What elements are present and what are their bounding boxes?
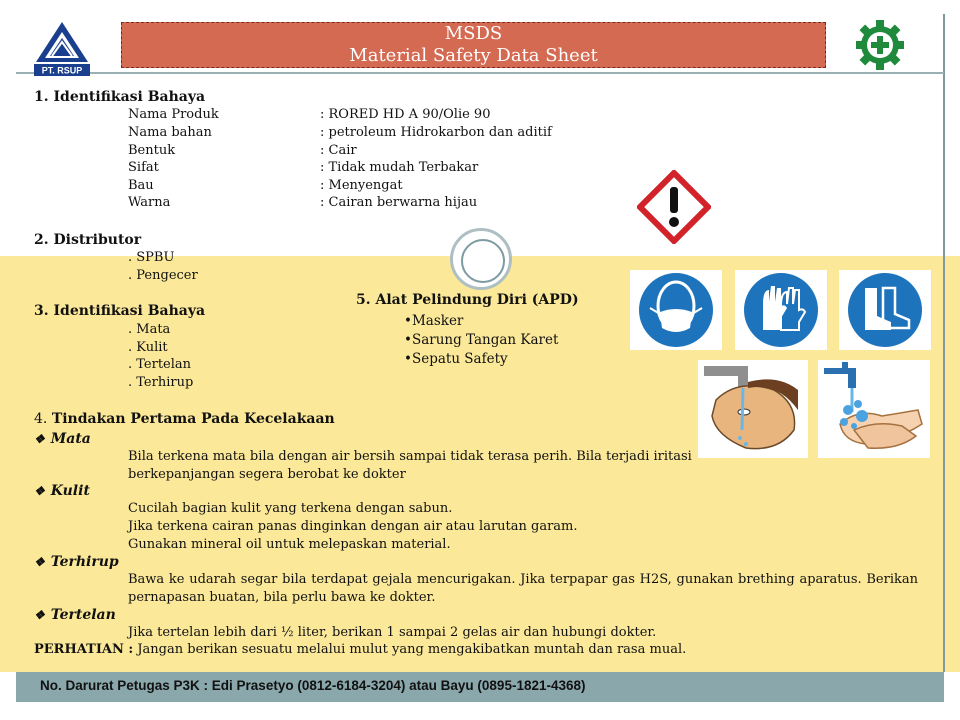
apd-item: •Sepatu Safety [404,351,508,367]
list-item: . SPBU [128,250,175,265]
frame-border [943,14,945,672]
diamond-bullet-icon: ❖ [34,484,45,498]
row-label: Warna [128,195,171,210]
row-value: : petroleum Hidrokarbon dan aditif [320,125,552,140]
paragraph-terhirup: Bawa ke udarah segar bila terdapat gejala mencurigakan. Jika terpapar gas H2S, gunakan brething aparatus. Berikan pernapasan buatan, bila perlu bawa ke dokter. [128,572,918,605]
subsection-kulit [34,483,90,500]
row-value: : RORED HD A 90/Olie 90 [320,107,491,122]
list-item: . Pengecer [128,268,198,283]
text-line: Gunakan mineral oil untuk melepaskan material. [128,537,451,552]
emergency-contact-footer [16,672,944,702]
eye-wash-picture [698,360,808,458]
section4-number: 4. [34,411,48,427]
list-item: . Kulit [128,340,168,355]
text-line: berkepanjangan segera berobat ke dokter [128,467,406,482]
row-value: : Cair [320,143,357,158]
subsection-label: Terhirup [50,554,119,570]
paragraph-tertelan: Jika tertelan lebih dari ½ liter, berikan 1 sampai 2 gelas air dan hubungi dokter. [128,625,657,640]
logo-text: PT. RSUP [41,65,83,76]
hand-wash-picture [818,360,930,458]
list-item: . Mata [128,322,171,337]
list-item: . Tertelan [128,357,192,372]
header-divider [16,72,944,74]
section1-heading: 1. Identifikasi Bahaya [34,89,206,105]
row-value: : Menyengat [320,178,403,193]
section5-heading: 5. Alat Pelindung Diri (APD) [356,292,579,308]
company-logo [32,20,92,76]
row-label: Bentuk [128,143,176,158]
gloves-icon [735,270,827,350]
row-label: Bau [128,178,154,193]
perhatian-text: Jangan berikan sesuatu melalui mulut yang mengakibatkan muntah dan rasa mual. [133,642,687,657]
text-line: Bila terkena mata bila dengan air bersih sampai tidak terasa perih. Bila terjadi iritasi [128,449,692,464]
row-value: : Cairan berwarna hijau [320,195,478,210]
text-line: Cucilah bagian kulit yang terkena dengan sabun. [128,501,453,516]
decorative-circle [450,228,512,290]
section4-heading [34,411,335,429]
text-line: Jika terkena cairan panas dinginkan dengan air atau larutan garam. [128,519,578,534]
paragraph-mata [128,448,918,484]
list-item: . Terhirup [128,375,194,390]
apd-item: •Sarung Tangan Karet [404,332,559,348]
document-title [121,22,826,68]
title-line-full: Material Safety Data Sheet [349,45,598,66]
row-label: Nama bahan [128,125,212,140]
row-label: Sifat [128,160,159,175]
subsection-label: Tertelan [50,607,116,623]
subsection-label: Mata [50,431,91,447]
safety-boots-icon [839,270,931,350]
mask-icon [630,270,722,350]
diamond-bullet-icon: ❖ [34,432,45,446]
perhatian-label: PERHATIAN : [34,642,134,657]
section3-heading: 3. Identifikasi Bahaya [34,303,206,319]
row-value: : Tidak mudah Terbakar [320,160,479,175]
exclamation-hazard-icon [637,170,711,244]
paragraph-kulit [128,500,918,554]
subsection-label: Kulit [50,483,90,499]
k3-safety-cross-icon [846,20,914,70]
diamond-bullet-icon: ❖ [34,555,45,569]
section2-heading: 2. Distributor [34,232,142,248]
row-label: Nama Produk [128,107,219,122]
subsection-tertelan [34,607,116,624]
diamond-bullet-icon: ❖ [34,608,45,622]
section4-title: Tindakan Pertama Pada Kecelakaan [51,411,335,427]
apd-item: •Masker [404,313,464,329]
subsection-mata [34,431,91,448]
perhatian-note [34,641,686,659]
subsection-terhirup [34,554,119,571]
title-line-msds: MSDS [444,23,503,44]
emergency-contact-text: No. Darurat Petugas P3K : Edi Prasetyo (0812-6184-3204) atau Bayu (0895-1821-4368) [40,678,586,693]
